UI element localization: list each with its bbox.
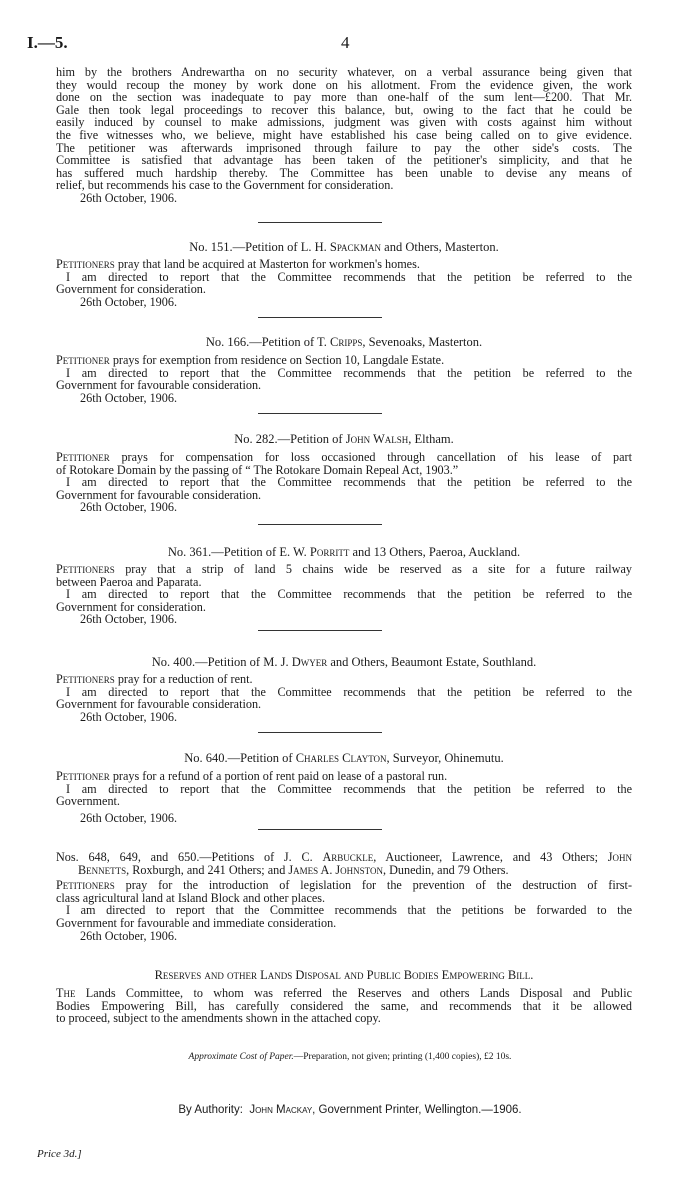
text-line: Bodies Empowering Bill, has carefully considered the same, and recommends that it be allowed (56, 998, 632, 1013)
printer-imprint: By Authority: John Mackay, Government Printer, Wellington.—1906. (178, 1104, 522, 1116)
text-line: the five witnesses who, we believe, might have established his case being called on to give evidence. (56, 127, 632, 142)
petition-title: No. 400.—Petition of M. J. Dwyer and Others, Beaumont Estate, Southland. (151, 655, 537, 669)
petition-title: No. 282.—Petition of John Walsh, Eltham. (234, 432, 454, 446)
report-reference: I.—5. (27, 33, 68, 52)
petition-request-continued: class agricultural land at Island Block and other places. (56, 890, 326, 905)
petition-request: Petitioner prays for compensation for loss occasioned through cancellation of his lease of part (56, 450, 632, 464)
text-line: has suffered much hardship thereby. The Committee has been unable to devise any means of (56, 165, 632, 180)
multi-petition (56, 851, 632, 942)
petition-request: Petitioners pray for a reduction of rent. (56, 672, 253, 686)
date-line: 26th October, 1906. (80, 709, 177, 724)
report-line: Government for favourable consideration. (56, 378, 262, 393)
text-line: relief, but recommends his case to the Government for consideration. (56, 178, 394, 193)
section-divider (258, 222, 382, 223)
petition-request: Petitioner prays for exemption from residence on Section 10, Langdale Estate. (56, 353, 445, 367)
petition-body (56, 673, 632, 723)
bill-body (56, 987, 632, 1025)
date-line: 26th October, 1906. (80, 500, 177, 515)
section-divider (258, 829, 382, 830)
petition-request: Petitioners pray that land be acquired at Masterton for workmen's homes. (56, 257, 420, 271)
page-number: 4 (341, 33, 350, 52)
price-note: Price 3d.] (37, 1148, 82, 1160)
text-line: to proceed, subject to the amendments shown in the attached copy. (56, 1011, 381, 1026)
report-line: I am directed to report that the Committee recommends that the petition be referred to the (66, 365, 632, 380)
petition-title: No. 640.—Petition of Charles Clayton, Surveyor, Ohinemutu. (184, 751, 504, 765)
petition-request-continued: of Rotokare Domain by the passing of “ The Rotokare Domain Repeal Act, 1903.” (56, 462, 459, 477)
report-line: Government for consideration. (56, 599, 206, 614)
petition-request: Petitioners pray for the introduction of legislation for the prevention of the destruction of first- (56, 878, 632, 893)
petition-body (56, 354, 632, 404)
petition-title-continued: Bennetts, Roxburgh, and 241 Others; and James A. Johnston, Dunedin, and 79 Others. (78, 862, 509, 877)
report-line: I am directed to report that the Committee recommends that the petitions be forwarded to the (66, 903, 632, 918)
section-divider (258, 732, 382, 733)
petition-request: Petitioners pray that a strip of land 5 chains wide be reserved as a site for a future railway (56, 562, 632, 576)
section-divider (258, 413, 382, 414)
report-line: I am directed to report that the Committee recommends that the petition be referred to the (66, 587, 632, 602)
petition-title: No. 151.—Petition of L. H. Spackman and Others, Masterton. (189, 240, 499, 254)
report-line: Government for favourable consideration. (56, 487, 262, 502)
report-line: I am directed to report that the Committee recommends that the petition be referred to the (66, 781, 632, 796)
petition-body (56, 563, 632, 626)
report-line: I am directed to report that the Committee recommends that the petition be referred to the (66, 475, 632, 490)
section-divider (258, 524, 382, 525)
date-line: 26th October, 1906. (80, 810, 177, 825)
cost-of-paper-note: Approximate Cost of Paper.—Preparation, not given; printing (1,400 copies), £2 10s. (188, 1052, 512, 1062)
bill-title: Reserves and other Lands Disposal and Public Bodies Empowering Bill. (154, 968, 534, 982)
petition-body (56, 770, 632, 824)
petition-body (56, 258, 632, 308)
text-line: The petitioner was afterwards imprisoned through failure to pay the other side's costs. The (56, 140, 632, 155)
petition-request: Petitioner prays for a refund of a portion of rent paid on lease of a pastoral run. (56, 769, 448, 783)
text-line: Committee is satisfied that advantage has been taken of the petitioner's simplicity, and that he (56, 153, 632, 168)
report-line: Government for favourable and immediate consideration. (56, 915, 337, 930)
report-line: Government for consideration. (56, 282, 206, 297)
report-line: Government. (56, 794, 120, 809)
date-line: 26th October, 1906. (80, 294, 177, 309)
report-line: I am directed to report that the Committee recommends that the petition be referred to the (66, 684, 632, 699)
text-line: Gale then took legal proceedings to recover this balance, but, owing to the fact that he could be (56, 102, 632, 117)
petition-title: No. 166.—Petition of T. Cripps, Sevenoaks, Masterton. (205, 335, 483, 349)
section-divider (258, 317, 382, 318)
text-line: done on the section was inadequate to pay more than one-half of the sum lent—£200. That Mr. (56, 90, 632, 105)
text-line: him by the brothers Andrewartha on no security whatever, on a verbal assurance being given that (56, 65, 632, 79)
petition-body (56, 451, 632, 514)
text-line: they would recoup the money by work done on his allotment. From the evidence given, the work (56, 77, 632, 92)
report-line: I am directed to report that the Committee recommends that the petition be referred to the (66, 269, 632, 284)
date-line: 26th October, 1906. (80, 390, 177, 405)
date-line: 26th October, 1906. (80, 612, 177, 627)
intro-paragraph (56, 66, 632, 205)
report-line: Government for favourable consideration. (56, 697, 262, 712)
section-divider (258, 630, 382, 631)
petition-title: No. 361.—Petition of E. W. Porritt and 13 Others, Paeroa, Auckland. (167, 545, 521, 559)
petition-title: Nos. 648, 649, and 650.—Petitions of J. C. Arbuckle, Auctioneer, Lawrence, and 43 Others; John (56, 850, 632, 864)
petition-request-continued: between Paeroa and Paparata. (56, 574, 202, 589)
date-line: 26th October, 1906. (80, 190, 177, 205)
text-line: The Lands Committee, to whom was referred the Reserves and others Lands Disposal and Public (56, 986, 632, 1000)
date-line: 26th October, 1906. (80, 928, 177, 943)
text-line: easily induced by counsel to make admissions, judgment was given with costs against him without (56, 115, 632, 130)
